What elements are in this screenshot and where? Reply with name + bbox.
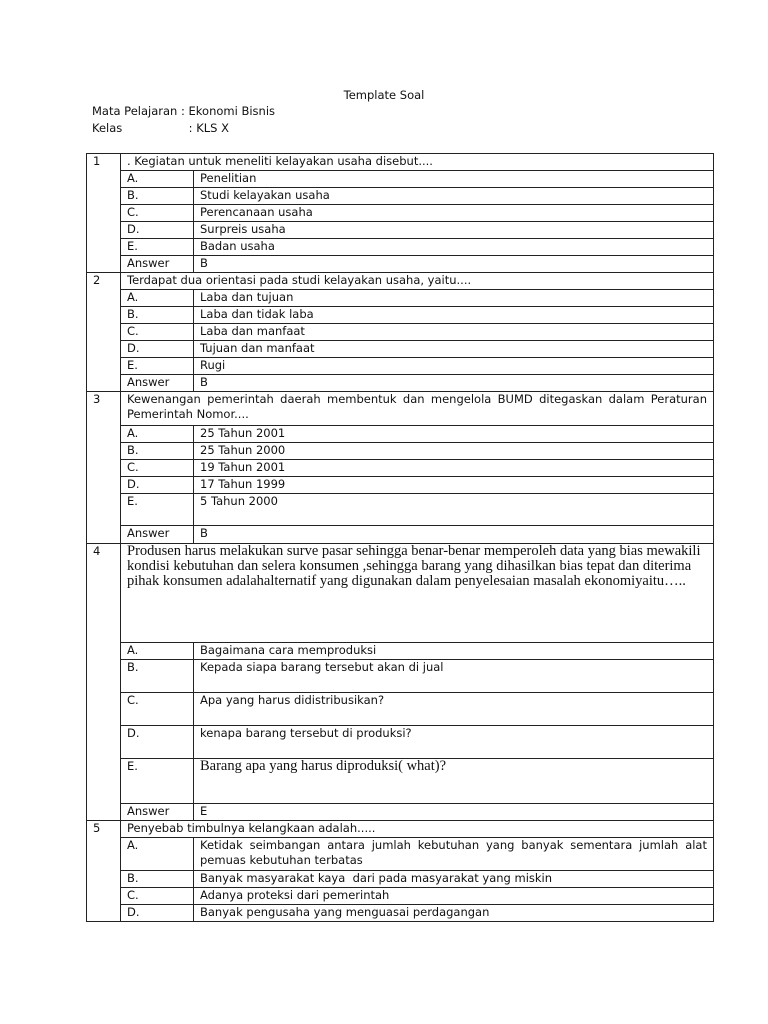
option-text: 17 Tahun 1999 <box>194 477 714 494</box>
question-row <box>87 154 714 171</box>
answer-row <box>87 804 714 821</box>
question-number: 5 <box>87 821 121 922</box>
question-number: 4 <box>87 544 121 821</box>
option-row <box>87 494 714 526</box>
option-text: Tujuan dan manfaat <box>194 341 714 358</box>
class-line <box>92 121 229 135</box>
class-separator: : <box>188 121 197 135</box>
option-row <box>87 171 714 188</box>
option-letter: E. <box>121 759 194 804</box>
option-row <box>87 838 714 871</box>
option-text: Adanya proteksi dari pemerintah <box>194 888 714 905</box>
option-letter: A. <box>121 171 194 188</box>
option-letter: D. <box>121 726 194 759</box>
answer-value: B <box>194 256 714 273</box>
option-text: Apa yang harus didistribusikan? <box>194 693 714 726</box>
option-text: Laba dan tujuan <box>194 290 714 307</box>
option-text: 19 Tahun 2001 <box>194 460 714 477</box>
option-row <box>87 460 714 477</box>
subject-label: Mata Pelajaran <box>92 104 178 118</box>
answer-value: E <box>194 804 714 821</box>
option-row <box>87 726 714 759</box>
option-row <box>87 358 714 375</box>
option-letter: A. <box>121 290 194 307</box>
answer-label: Answer <box>121 375 194 392</box>
option-letter: D. <box>121 222 194 239</box>
option-row <box>87 660 714 693</box>
option-letter: B. <box>121 443 194 460</box>
subject-value: Ekonomi Bisnis <box>188 104 276 118</box>
option-row <box>87 759 714 804</box>
subject-line <box>92 104 275 118</box>
option-letter: D. <box>121 477 194 494</box>
option-text: kenapa barang tersebut di produksi? <box>194 726 714 759</box>
option-text: Badan usaha <box>194 239 714 256</box>
option-text: Surpreis usaha <box>194 222 714 239</box>
option-letter: B. <box>121 871 194 888</box>
question-number: 2 <box>87 273 121 392</box>
answer-label: Answer <box>121 804 194 821</box>
option-row <box>87 222 714 239</box>
option-letter: D. <box>121 341 194 358</box>
option-text: 5 Tahun 2000 <box>194 494 714 526</box>
question-row <box>87 821 714 838</box>
option-text: 25 Tahun 2001 <box>194 426 714 443</box>
question-text: Penyebab timbulnya kelangkaan adalah..... <box>121 821 714 838</box>
option-letter: A. <box>121 643 194 660</box>
option-text: Bagaimana cara memproduksi <box>194 643 714 660</box>
answer-label: Answer <box>121 256 194 273</box>
option-text: Ketidak seimbangan antara jumlah kebutuhan yang banyak sementara jumlah alat pemuas kebutuhan terbatas <box>194 838 714 871</box>
document-title: Template Soal <box>343 88 425 102</box>
question-table <box>86 153 714 922</box>
option-letter: C. <box>121 205 194 222</box>
option-letter: C. <box>121 324 194 341</box>
option-letter: B. <box>121 660 194 693</box>
question-text: . Kegiatan untuk meneliti kelayakan usaha disebut.... <box>121 154 714 171</box>
option-text: Penelitian <box>194 171 714 188</box>
answer-row <box>87 526 714 544</box>
option-letter: B. <box>121 307 194 324</box>
answer-value: B <box>194 526 714 544</box>
question-text: Terdapat dua orientasi pada studi kelayakan usaha, yaitu.... <box>121 273 714 290</box>
option-text: Barang apa yang harus diproduksi( what)? <box>194 759 714 804</box>
option-row <box>87 188 714 205</box>
option-text: Banyak masyarakat kaya dari pada masyarakat yang miskin <box>194 871 714 888</box>
answer-label: Answer <box>121 526 194 544</box>
option-letter: C. <box>121 460 194 477</box>
answer-row <box>87 375 714 392</box>
subject-separator: : <box>181 104 189 118</box>
question-row <box>87 544 714 643</box>
option-text: 25 Tahun 2000 <box>194 443 714 460</box>
option-row <box>87 871 714 888</box>
question-text: Kewenangan pemerintah daerah membentuk dan mengelola BUMD ditegaskan dalam Peraturan Pemerintah Nomor.... <box>121 392 714 426</box>
option-text: Perencanaan usaha <box>194 205 714 222</box>
option-row <box>87 643 714 660</box>
question-row <box>87 273 714 290</box>
option-row <box>87 307 714 324</box>
option-row <box>87 905 714 922</box>
option-text: Studi kelayakan usaha <box>194 188 714 205</box>
option-letter: A. <box>121 426 194 443</box>
option-row <box>87 324 714 341</box>
option-row <box>87 888 714 905</box>
option-row <box>87 205 714 222</box>
class-label: Kelas <box>92 121 123 135</box>
question-row <box>87 392 714 426</box>
option-text: Kepada siapa barang tersebut akan di jual <box>194 660 714 693</box>
option-row <box>87 341 714 358</box>
class-value: KLS X <box>196 121 229 135</box>
option-text: Laba dan manfaat <box>194 324 714 341</box>
answer-value: B <box>194 375 714 392</box>
option-letter: A. <box>121 838 194 871</box>
option-text: Rugi <box>194 358 714 375</box>
question-text: Produsen harus melakukan surve pasar sehingga benar-benar memperoleh data yang bias mewakili kondisi kebutuhan dan selera konsumen ,sehingga barang yang dihasilkan bias tepat dan diterima pihak konsumen adalahalternatif yang digunakan dalam penyelesaian masalah ekonomiyaitu….. <box>121 544 714 643</box>
option-row <box>87 693 714 726</box>
option-row <box>87 290 714 307</box>
answer-row <box>87 256 714 273</box>
option-row <box>87 239 714 256</box>
option-text: Laba dan tidak laba <box>194 307 714 324</box>
option-letter: B. <box>121 188 194 205</box>
option-letter: D. <box>121 905 194 922</box>
question-number: 3 <box>87 392 121 544</box>
option-letter: E. <box>121 239 194 256</box>
option-letter: C. <box>121 693 194 726</box>
option-letter: E. <box>121 494 194 526</box>
question-number: 1 <box>87 154 121 273</box>
option-row <box>87 477 714 494</box>
option-row <box>87 443 714 460</box>
option-letter: C. <box>121 888 194 905</box>
option-text: Banyak pengusaha yang menguasai perdagangan <box>194 905 714 922</box>
option-letter: E. <box>121 358 194 375</box>
option-row <box>87 426 714 443</box>
